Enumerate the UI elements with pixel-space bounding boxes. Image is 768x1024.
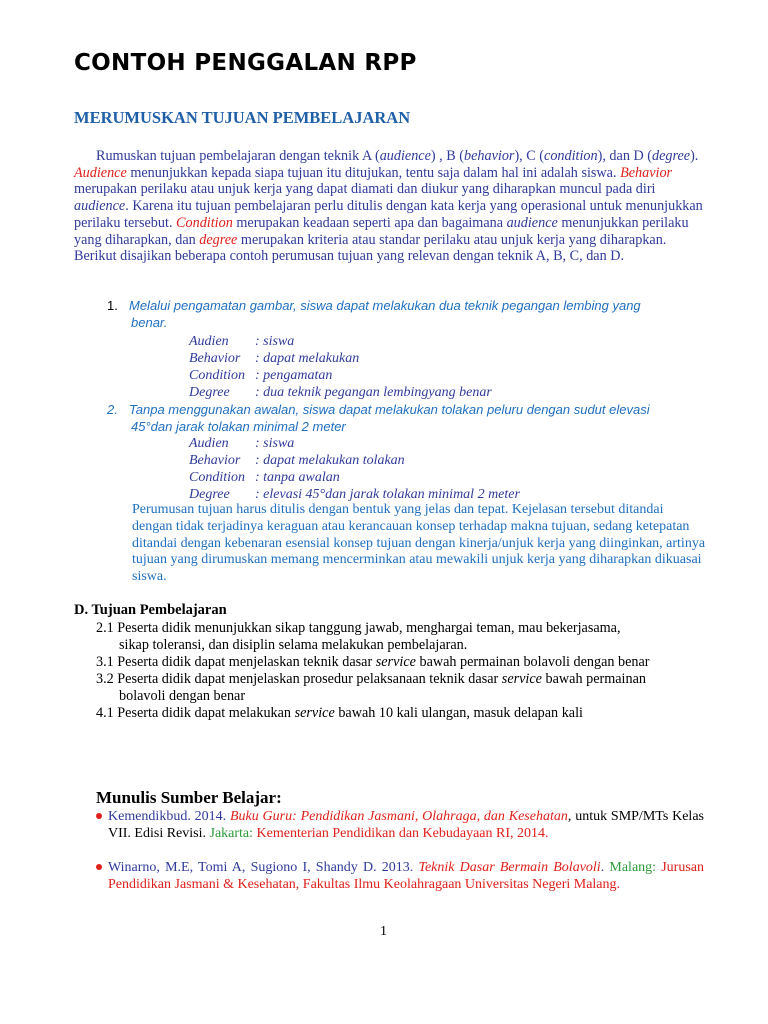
bullet-icon — [96, 813, 102, 819]
page-number: 1 — [380, 924, 387, 939]
reference-2: Winarno, M.E, Tomi A, Sugiono I, Shandy D. 2013. Teknik Dasar Bermain Bolavoli. Malang: Jurusan Pendidikan Jasmani & Kesehatan, Fakultas Ilmu Keolahragaan Universitas Negeri Malang. — [108, 859, 704, 893]
example-2: 2. Tanpa menggunakan awalan, siswa dapat melakukan tolakan peluru dengan sudut elevasi 45°dan jarak tolakan minimal 2 meter — [107, 402, 650, 434]
objective-3-2: 3.2 Peserta didik dapat menjelaskan prosedur pelaksanaan teknik dasar service bawah permainan bolavoli dengan benar — [96, 671, 646, 704]
sources-heading: Munulis Sumber Belajar: — [96, 788, 282, 807]
example-1-abcd: Audien : siswa Behavior : dapat melakukan Condition : pengamatan Degree : dua teknik pegangan lembingyang benar — [189, 334, 492, 400]
example-1: 1. Melalui pengamatan gambar, siswa dapat melakukan dua teknik pegangan lembing yang benar. — [107, 298, 641, 330]
objective-4-1: 4.1 Peserta didik dapat melakukan service bawah 10 kali ulangan, masuk delapan kali — [96, 705, 583, 721]
bullet-icon — [96, 864, 102, 870]
section-d-heading: D. Tujuan Pembelajaran — [74, 602, 227, 618]
example-2-abcd: Audien : siswa Behavior : dapat melakukan tolakan Condition : tanpa awalan Degree : elevasi 45°dan jarak tolakan minimal 2 meter — [189, 436, 520, 502]
intro-paragraph: Rumuskan tujuan pembelajaran dengan teknik A (audience) , B (behavior), C (condition), dan D (degree). Audience menunjukkan kepada siapa tujuan itu ditujukan, tentu saja dalam hal ini adalah siswa. Behavior merupakan perilaku atau unjuk kerja yang dapat diamati dan diukur yang diharapkan muncul pada diri audience. Karena itu tujuan pembelajaran perlu ditulis dengan kata kerja yang operasional untuk menunjukkan perilaku tersebut. Condition merupakan keadaan seperti apa dan bagaimana audience menunjukkan perilaku yang diharapkan, dan degree merupakan kriteria atau standar perilaku atau unjuk kerja yang diharapkan. Berikut disajikan beberapa contoh perumusan tujuan yang relevan dengan teknik A, B, C, dan D. — [74, 148, 703, 265]
objective-3-1: 3.1 Peserta didik dapat menjelaskan teknik dasar service bawah permainan bolavoli dengan benar — [96, 654, 650, 670]
conclusion-paragraph: Perumusan tujuan harus ditulis dengan bentuk yang jelas dan tepat. Kejelasan tersebut ditandai dengan tidak terjadinya keraguan atau kerancauan konsep terhadap makna tujuan, sedang ketepatan ditandai dengan kebenaran esensial konsep tujuan dengan kinerja/unjuk kerja yang diinginkan, artinya tujuan yang dirumuskan memang mencerminkan atau mewakili unjuk kerja yang diharapkan dikuasai siswa. — [132, 502, 706, 585]
reference-1: Kemendikbud. 2014. Buku Guru: Pendidikan Jasmani, Olahraga, dan Kesehatan, untuk SMP/MTs Kelas VII. Edisi Revisi. Jakarta: Kementerian Pendidikan dan Kebudayaan RI, 2014. — [108, 808, 704, 842]
section-subtitle: MERUMUSKAN TUJUAN PEMBELAJARAN — [74, 108, 411, 127]
document-title: CONTOH PENGGALAN RPP — [74, 50, 417, 76]
objective-2-1: 2.1 Peserta didik menunjukkan sikap tanggung jawab, menghargai teman, mau bekerjasama, sikap toleransi, dan disiplin selama melakukan pembelajaran. — [96, 620, 621, 653]
